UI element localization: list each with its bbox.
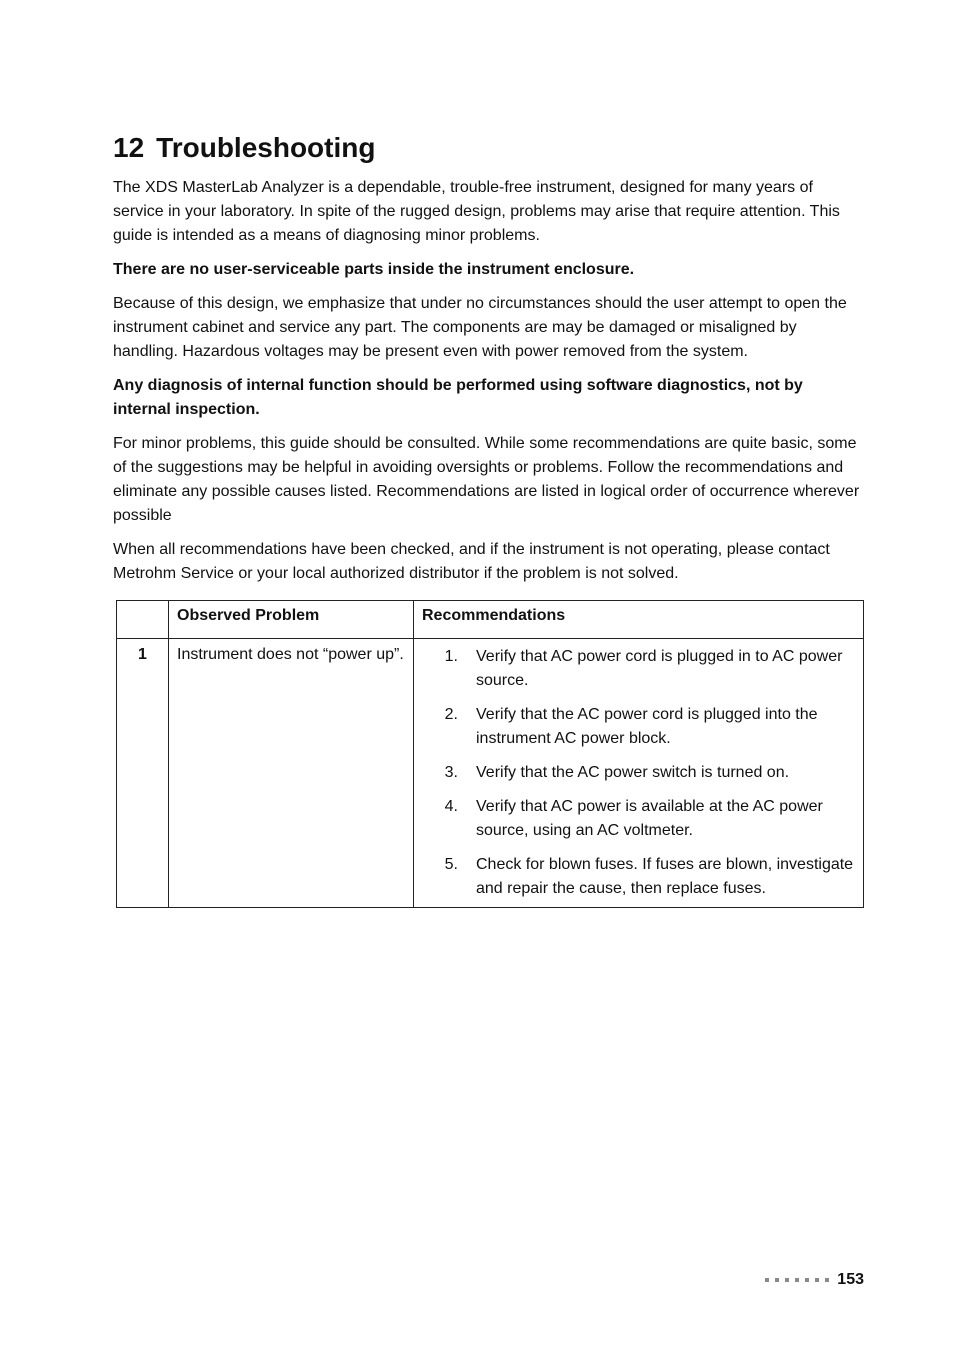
list-item (422, 703, 855, 751)
list-item-index: 5. (444, 856, 458, 873)
row-number: 1 (117, 639, 169, 908)
page-number: 153 (837, 1271, 864, 1288)
list-item-index: 1. (444, 648, 458, 665)
recommendations-cell (414, 639, 864, 908)
list-item (422, 645, 855, 693)
list-item (422, 853, 855, 901)
table-row (117, 639, 864, 908)
diagnosis-warning: Any diagnosis of internal function should be performed using software diagnostics, not by internal inspection. (113, 377, 803, 418)
list-item-text: Verify that the AC power cord is plugged into the instrument AC power block. (476, 706, 818, 747)
header-observed-problem: Observed Problem (169, 601, 414, 639)
list-item-text: Verify that AC power is available at the AC power source, using an AC voltmeter. (476, 798, 823, 839)
list-item-text: Verify that the AC power switch is turned on. (476, 764, 790, 781)
recommendations-list (422, 645, 855, 901)
intro-paragraph: The XDS MasterLab Analyzer is a dependable, trouble-free instrument, designed for many years of service in your laboratory. In spite of the rugged design, problems may arise that require attention. This guide is intended as a means of diagnosing minor problems. (113, 179, 840, 244)
list-item (422, 795, 855, 843)
chapter-number: 12 (113, 132, 145, 163)
no-user-parts-warning: There are no user-serviceable parts inside the instrument enclosure. (113, 261, 635, 278)
list-item-index: 4. (444, 798, 458, 815)
chapter-title: Troubleshooting (156, 132, 376, 163)
list-item-text: Verify that AC power cord is plugged in to AC power source. (476, 648, 843, 689)
list-item-index: 3. (444, 764, 458, 781)
list-item (422, 761, 855, 785)
minor-problems-paragraph: For minor problems, this guide should be consulted. While some recommendations are quite basic, some of the suggestions may be helpful in avoiding oversights or problems. Follow the recommendations and eliminate any possible causes listed. Recommendations are listed in logical order of occurrence wherever possible (113, 435, 860, 524)
list-item-text: Check for blown fuses. If fuses are blown, investigate and repair the cause, then replace fuses. (476, 856, 854, 897)
design-paragraph: Because of this design, we emphasize that under no circumstances should the user attempt to open the instrument cabinet and service any part. The components are may be damaged or misaligned by handling. Hazardous voltages may be present even with power removed from the system. (113, 295, 847, 360)
header-number (117, 601, 169, 639)
list-item-index: 2. (444, 706, 458, 723)
page-footer (756, 1268, 864, 1292)
table-header-row (117, 601, 864, 639)
header-recommendations: Recommendations (414, 601, 864, 639)
troubleshooting-table (116, 600, 864, 908)
observed-problem: Instrument does not “power up”. (169, 639, 414, 908)
footer-dots-decoration (765, 1278, 829, 1282)
contact-paragraph: When all recommendations have been checked, and if the instrument is not operating, please contact Metrohm Service or your local authorized distributor if the problem is not solved. (113, 541, 830, 582)
page-content (113, 130, 865, 908)
chapter-heading (113, 130, 865, 166)
